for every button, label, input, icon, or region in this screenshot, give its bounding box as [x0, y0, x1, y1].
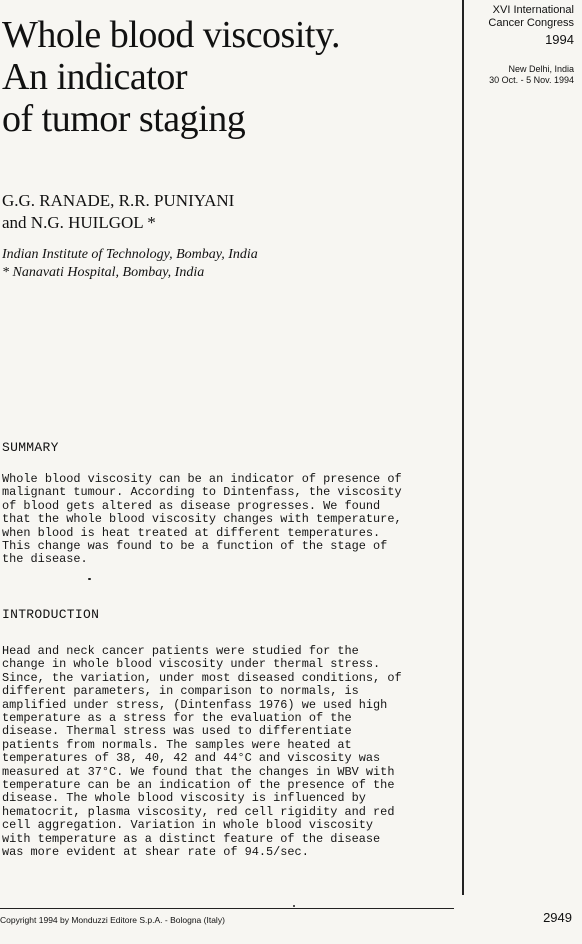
text-line: that the whole blood viscosity changes with temperature,	[2, 512, 402, 527]
affiliations	[2, 246, 442, 282]
author-line: G.G. RANADE, R.R. PUNIYANI	[2, 191, 235, 210]
text-line: disease. The whole blood viscosity is influenced by	[2, 791, 366, 806]
text-line: amplified under stress, (Dintenfass 1976) we used high	[2, 697, 388, 712]
conference-name-line: Cancer Congress	[488, 17, 574, 29]
text-line: temperature as a stress for the evaluation of the	[2, 711, 352, 726]
text-line: This change was found to be a function of the stage of	[2, 539, 388, 554]
column-divider	[462, 0, 464, 895]
text-line: when blood is heat treated at different temperatures.	[2, 525, 381, 540]
text-line: Whole blood viscosity can be an indicator of presence of	[2, 472, 402, 486]
text-line: different parameters, in comparison to normals, is	[2, 684, 359, 699]
text-line: Head and neck cancer patients were studied for the	[2, 644, 359, 658]
ink-speck	[293, 905, 295, 907]
text-line: the disease.	[2, 552, 88, 567]
footer-rule	[0, 908, 454, 909]
text-line: temperature can be an indication of the presence of the	[2, 778, 395, 793]
text-line: change in whole blood viscosity under thermal stress.	[2, 657, 381, 672]
text-line: measured at 37°C. We found that the changes in WBV with	[2, 764, 395, 779]
conference-info	[466, 4, 574, 86]
introduction-heading: INTRODUCTION	[2, 607, 100, 622]
ink-speck	[88, 578, 91, 580]
conference-name-line: XVI International	[492, 4, 574, 16]
summary-paragraph	[2, 473, 454, 567]
title-line: of tumor staging	[2, 98, 246, 140]
text-line: patients from normals. The samples were heated at	[2, 737, 352, 752]
text-line: of blood gets altered as disease progresses. We found	[2, 498, 381, 513]
author-list	[2, 190, 442, 234]
text-line: temperatures of 38, 40, 42 and 44°C and viscosity was	[2, 751, 381, 766]
conference-year: 1994	[545, 32, 574, 47]
introduction-paragraph	[2, 645, 454, 860]
text-line: Since, the variation, under most diseased conditions, of	[2, 670, 402, 685]
text-line: disease. Thermal stress was used to differentiate	[2, 724, 352, 739]
text-line: hematocrit, plasma viscosity, red cell rigidity and red	[2, 804, 395, 819]
page-number: 2949	[543, 910, 572, 925]
author-line: and N.G. HUILGOL *	[2, 213, 156, 232]
conference-city: New Delhi, India	[508, 64, 574, 74]
title-line: Whole blood viscosity.	[2, 14, 340, 56]
text-line: malignant tumour. According to Dintenfass, the viscosity	[2, 485, 402, 500]
conference-dates: 30 Oct. - 5 Nov. 1994	[489, 75, 574, 85]
affiliation-line: * Nanavati Hospital, Bombay, India	[2, 265, 205, 280]
affiliation-line: Indian Institute of Technology, Bombay, India	[2, 247, 258, 262]
copyright-notice: Copyright 1994 by Monduzzi Editore S.p.A. - Bologna (Italy)	[0, 915, 225, 925]
text-line: with temperature as a distinct feature of the disease	[2, 831, 381, 846]
title-line: An indicator	[2, 56, 188, 98]
summary-heading: SUMMARY	[2, 440, 59, 455]
text-line: was more evident at shear rate of 94.5/sec.	[2, 845, 309, 860]
article-title	[2, 14, 442, 140]
text-line: cell aggregation. Variation in whole blood viscosity	[2, 818, 374, 833]
